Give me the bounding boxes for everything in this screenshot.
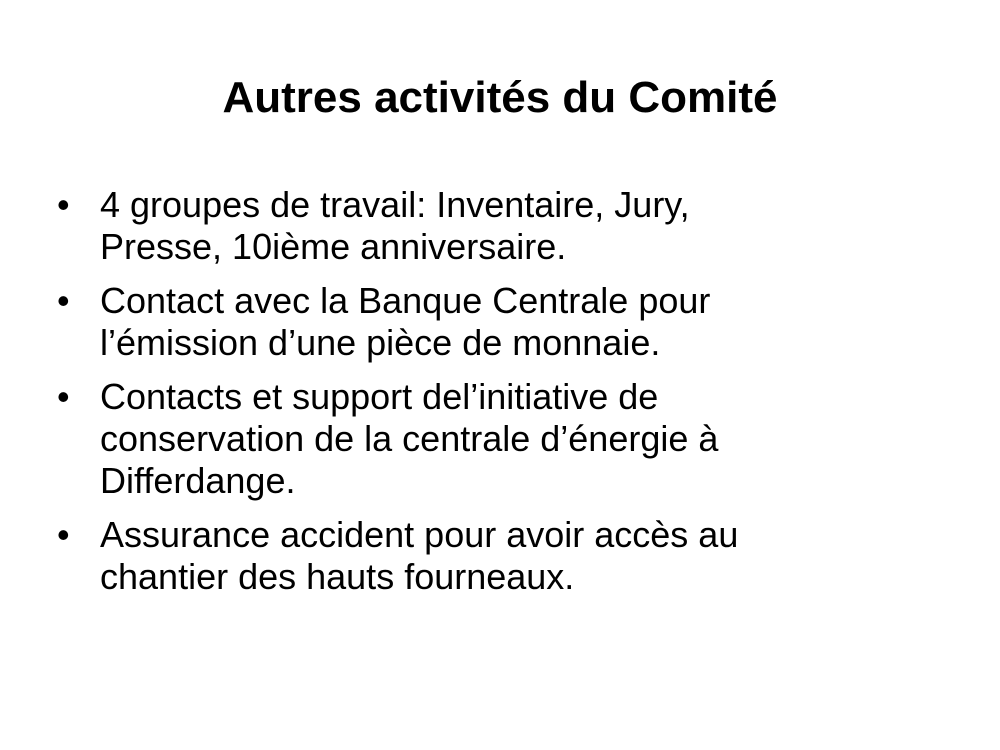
bullet-line: Assurance accident pour avoir accès au — [100, 514, 739, 555]
bullet-item — [57, 514, 917, 598]
bullet-icon: • — [57, 514, 70, 555]
bullet-line: Contacts et support del’initiative de — [100, 376, 659, 417]
bullet-item — [57, 376, 917, 502]
bullet-line: conservation de la centrale d’énergie à — [100, 418, 719, 459]
bullet-icon: • — [57, 184, 70, 225]
slide-title: Autres activités du Comité — [222, 73, 778, 122]
bullet-item — [57, 280, 917, 364]
bullet-item — [57, 184, 917, 268]
bullet-list — [57, 184, 917, 610]
bullet-text — [100, 514, 917, 598]
bullet-line: l’émission d’une pièce de monnaie. — [100, 322, 661, 363]
bullet-line: Contact avec la Banque Centrale pour — [100, 280, 711, 321]
bullet-line: Differdange. — [100, 460, 296, 501]
bullet-text — [100, 376, 917, 502]
bullet-text — [100, 184, 917, 268]
bullet-line: Presse, 10ième anniversaire. — [100, 226, 567, 267]
bullet-text — [100, 280, 917, 364]
bullet-icon: • — [57, 376, 70, 417]
bullet-line: 4 groupes de travail: Inventaire, Jury, — [100, 184, 690, 225]
bullet-line: chantier des hauts fourneaux. — [100, 556, 575, 597]
bullet-icon: • — [57, 280, 70, 321]
